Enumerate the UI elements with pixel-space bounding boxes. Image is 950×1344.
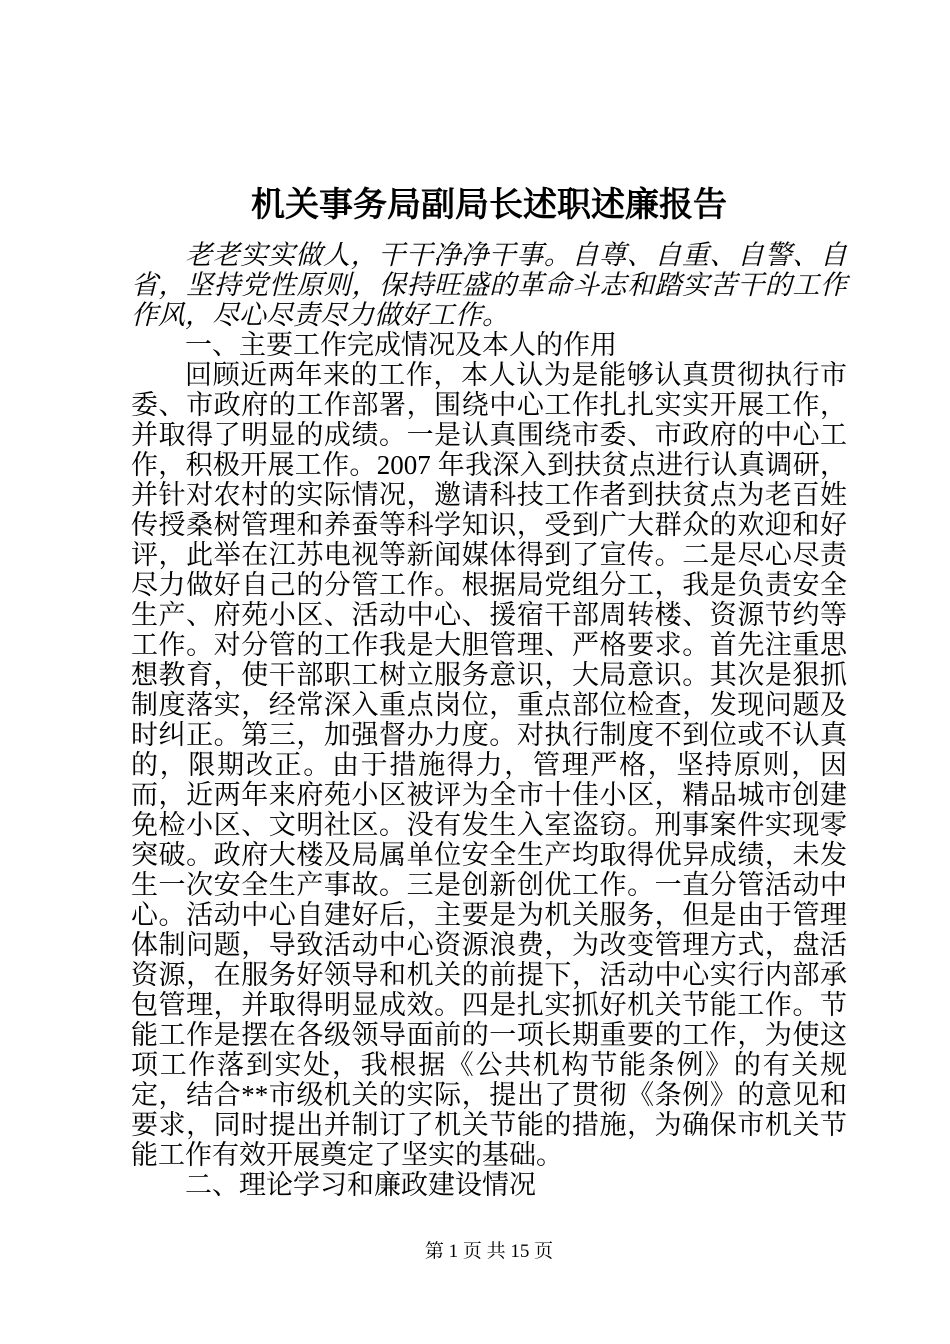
document-title [131, 184, 847, 228]
paragraph-opening-motto: 老老实实做人，干干净净干事。自尊、自重、自警、自省，坚持党性原则，保持旺盛的革命斗志和踏实苦干的工作作风，尽心尽责尽力做好工作。 [131, 240, 847, 330]
paragraph-section-heading-1: 一、主要工作完成情况及本人的作用 [185, 330, 617, 360]
page-footer [131, 1240, 847, 1264]
paragraph-section-1-body: 回顾近两年来的工作，本人认为是能够认真贯彻执行市委、市政府的工作部署，围绕中心工作扎扎实实开展工作，并取得了明显的成绩。一是认真围绕市委、市政府的中心工作，积极开展工作。2007 年我深入到扶贫点进行认真调研，并针对农村的实际情况，邀请科技工作者到扶贫点为老百姓传授桑树管理和养蚕等科学知识，受到广大群众的欢迎和好评，此举在江苏电视等新闻媒体得到了宣传。二是尽心尽责尽力做好自己的分管工作。根据局党组分工，我是负责安全生产、府苑小区、活动中心、援宿干部周转楼、资源节约等工作。对分管的工作我是大胆管理、严格要求。首先注重思想教育，使干部职工树立服务意识，大局意识。其次是狠抓制度落实，经常深入重点岗位，重点部位检查，发现问题及时纠正。第三，加强督办力度。对执行制度不到位或不认真的，限期改正。由于措施得力，管理严格，坚持原则，因而，近两年来府苑小区被评为全市十佳小区，精品城市创建免检小区、文明社区。没有发生入室盗窃。刑事案件实现零突破。政府大楼及局属单位安全生产均取得优异成绩，未发生一次安全生产事故。三是创新创优工作。一直分管活动中心。活动中心自建好后，主要是为机关服务，但是由于管理体制问题，导致活动中心资源浪费，为改变管理方式，盘活资源，在服务好领导和机关的前提下，活动中心实行内部承包管理，并取得明显成效。四是扎实抓好机关节能工作。节能工作是摆在各级领导面前的一项长期重要的工作，为使这项工作落到实处，我根据《公共机构节能条例》的有关规定，结合**市级机关的实际，提出了贯彻《条例》的意见和要求，同时提出并制订了机关节能的措施，为确保市机关节能工作有效开展奠定了坚实的基础。 [131, 360, 847, 1170]
paragraph-section-heading-2: 二、理论学习和廉政建设情况 [185, 1170, 536, 1200]
page-number-indicator: 第 1 页 共 15 页 [424, 1241, 554, 1262]
document-body [131, 240, 847, 1200]
document-text-block [131, 184, 847, 1200]
document-title-text: 机关事务局副局长述职述廉报告 [251, 187, 727, 224]
